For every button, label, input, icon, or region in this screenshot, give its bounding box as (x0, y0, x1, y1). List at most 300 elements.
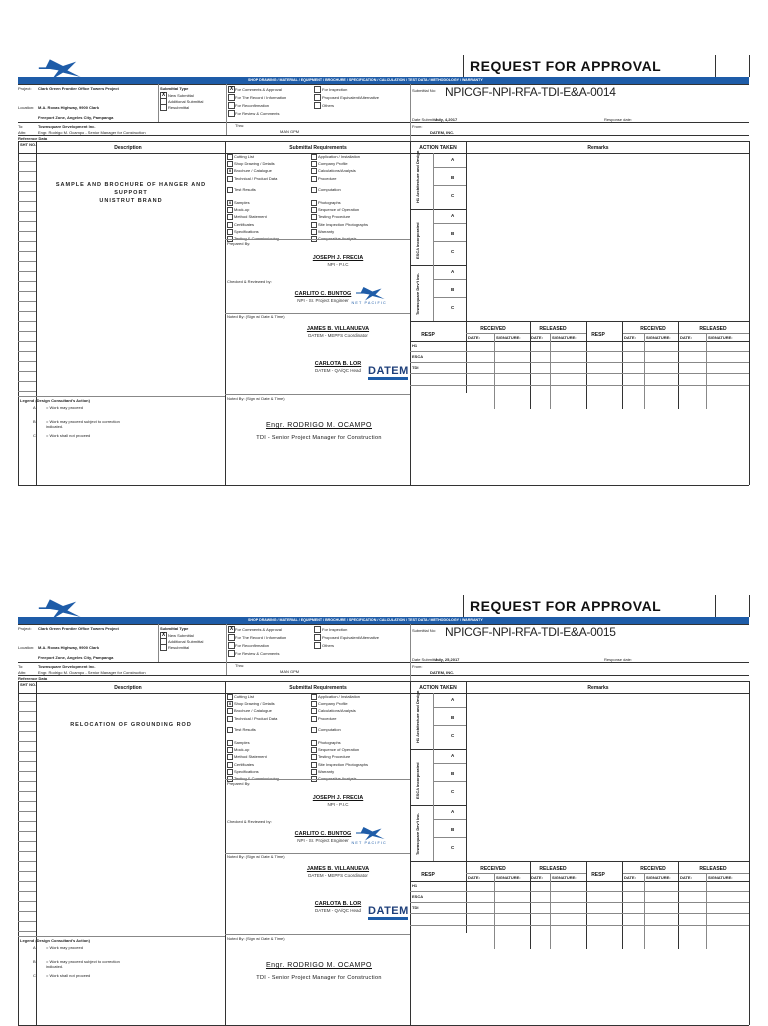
purpose-option: Proposed Equivalent/Alternative (322, 95, 379, 100)
rule-line (18, 891, 36, 892)
checked-name: CARLITO C. BUNTOG (294, 831, 352, 837)
rule-line (18, 811, 36, 812)
action-option[interactable]: A (451, 753, 455, 758)
submittal-type-option: New Submittal (168, 633, 194, 638)
purpose-option: For The Record / Information (235, 95, 287, 100)
rule-line (494, 333, 495, 409)
rule-line (433, 279, 466, 280)
action-option[interactable]: A (451, 157, 455, 162)
rule-line (410, 624, 411, 681)
category-bar-text: SHOP DRAWING / MATERIAL / EQUIPMENT / BROCHURE / SPECIFICATION / CALCULATION / TEST DATA / METHODOLOGY / WARRANTY (248, 618, 483, 622)
checkbox[interactable] (314, 86, 321, 93)
rule-line (18, 201, 36, 202)
checkbox[interactable] (227, 176, 233, 182)
rule-line (18, 271, 36, 272)
thru-label: Thru: (235, 663, 245, 668)
rule-line (715, 595, 716, 617)
resp-row-label: H1 (412, 343, 418, 348)
checkbox[interactable] (227, 740, 233, 746)
rule-line (18, 771, 36, 772)
to-label: To: (18, 664, 24, 669)
checkbox[interactable] (228, 642, 235, 649)
date-submitted-value: July, 4,2017 (435, 117, 458, 122)
checkbox[interactable] (311, 154, 317, 160)
action-group-label: ESCA Incorporated (415, 222, 420, 259)
checkbox[interactable] (228, 94, 235, 101)
thru-value: MAN GPM (280, 669, 300, 674)
to-label: To: (18, 124, 24, 129)
requirement-option: Photographs (318, 200, 341, 205)
rule-line (18, 361, 36, 362)
action-option[interactable]: C (451, 845, 455, 850)
to-value: Townsquare Development Inc. (38, 664, 96, 669)
checkbox[interactable] (314, 634, 321, 641)
legend-key: B (33, 419, 36, 424)
checkbox[interactable] (311, 762, 317, 768)
purpose-option: For The Record / Information (235, 635, 287, 640)
rule-line (18, 281, 36, 282)
rule-line (749, 55, 750, 77)
rule-line (18, 221, 36, 222)
rule-line (18, 861, 36, 862)
checkbox[interactable]: X (229, 626, 234, 632)
datem-logo (368, 905, 408, 921)
noted1-role: DATEM - MEPFS Coordinator (308, 333, 368, 338)
submittal-type-option: New Submittal (168, 93, 194, 98)
checkbox[interactable]: X (228, 701, 232, 707)
action-option[interactable]: B (451, 771, 455, 776)
location-label: Location: (18, 645, 35, 650)
remarks-header: Remarks (587, 685, 609, 691)
checkbox[interactable]: X (161, 92, 166, 98)
noted-by-label: Noted By: (Sign w/ Date & Time) (227, 854, 285, 859)
checkbox[interactable] (227, 727, 233, 733)
rule-line (225, 239, 410, 240)
requirement-option: Computation (318, 726, 341, 732)
response-date-label: Response date: (604, 117, 633, 122)
rule-line (18, 741, 36, 742)
requirement-option: Shop Drawing / Details (234, 161, 275, 167)
checkbox[interactable] (311, 214, 317, 220)
checkbox[interactable] (314, 626, 321, 633)
released-header-2: RELEASED (699, 326, 727, 332)
checkbox[interactable] (227, 762, 233, 768)
requirement-option: Application / Installation (318, 154, 361, 159)
checkbox[interactable] (227, 694, 233, 700)
checkbox[interactable] (227, 716, 233, 722)
rule-line (226, 624, 227, 675)
rule-line (433, 153, 434, 209)
requirement-option: Comparative Analysis (318, 776, 357, 781)
purpose-option: Others (322, 103, 335, 108)
noted2-role: DATEM - QA/QC Head (315, 908, 361, 913)
rule-line (36, 141, 37, 485)
action-option[interactable]: C (451, 733, 455, 738)
resp-subheader: DATE: (468, 875, 480, 880)
resp-subheader: SIGNATURE: (646, 335, 671, 340)
action-option[interactable]: B (451, 287, 455, 292)
checkbox[interactable] (227, 747, 233, 753)
thru-label: Thru: (235, 123, 245, 128)
checkbox[interactable] (227, 754, 233, 760)
checkbox[interactable] (311, 200, 317, 206)
rule-line (622, 861, 623, 949)
legend-key: A (33, 405, 36, 410)
response-date-label: Response date: (604, 657, 633, 662)
requirement-option: Photographs (318, 740, 341, 745)
rule-line (622, 333, 749, 334)
requirement-option: Computation (318, 186, 341, 192)
rule-line (18, 701, 36, 702)
from-value: DATEM, INC. (430, 670, 455, 675)
rule-line (18, 931, 36, 932)
submittal-no-label: Submittal No: (412, 88, 437, 93)
attn-label: Attn: (18, 130, 27, 135)
checkbox[interactable] (311, 769, 317, 775)
checkbox[interactable] (311, 161, 317, 167)
action-option[interactable]: A (451, 809, 455, 814)
requirement-option: Cutting List (234, 694, 255, 699)
rule-line (410, 861, 466, 862)
description-header: Description (114, 145, 142, 151)
checkbox[interactable] (311, 727, 317, 733)
rule-line (433, 763, 466, 764)
rule-line (18, 231, 36, 232)
rule-line (433, 185, 466, 186)
location-line-2: Freeport Zone, Angeles City, Pampanga (38, 655, 114, 660)
checkbox[interactable]: X (161, 632, 166, 638)
rule-line (18, 331, 36, 332)
rule-line (18, 731, 36, 732)
submittal-type-option: Resubmittal (168, 645, 190, 650)
rule-line (433, 749, 434, 805)
description-header: Description (114, 685, 142, 691)
rule-line (433, 265, 434, 321)
date-submitted-label: Date Submitted: (412, 657, 441, 662)
requirement-option: Company Profile (318, 701, 348, 707)
purpose-option: For Reconfirmation (235, 103, 270, 108)
date-submitted-label: Date Submitted: (412, 117, 441, 122)
rule-line (706, 333, 707, 409)
checkbox[interactable] (314, 94, 321, 101)
net-pacific-logo (350, 284, 395, 307)
action-option[interactable]: C (451, 249, 455, 254)
rule-line (18, 761, 36, 762)
action-option[interactable]: B (451, 175, 455, 180)
action-option[interactable]: C (451, 789, 455, 794)
submittal-type-option: Resubmittal (168, 105, 190, 110)
rule-line (706, 873, 707, 949)
submittal-type-label: Submittal Type (160, 626, 189, 631)
remarks-header: Remarks (587, 145, 609, 151)
action-option[interactable]: A (451, 697, 455, 702)
resp-subheader: SIGNATURE: (708, 875, 733, 880)
attn-value: Engr. Rodrigo M. Ocampo - Senior Manager for Construction (38, 670, 146, 675)
rule-line (550, 333, 551, 409)
rule-line (410, 913, 749, 914)
action-group-label: Townsquare Dev't Inc. (415, 273, 420, 315)
checkbox[interactable] (160, 104, 167, 111)
submittal-no-label: Submittal No: (412, 628, 437, 633)
prepared-by-label: Prepared By: (227, 241, 251, 246)
action-option[interactable]: B (451, 231, 455, 236)
checkbox[interactable] (311, 701, 317, 707)
checkbox[interactable] (314, 642, 321, 649)
engr-name: Engr. RODRIGO M. OCAMPO (265, 962, 372, 969)
purpose-option: For Inspection (322, 627, 348, 632)
checkbox[interactable] (227, 214, 233, 220)
requirement-option: Calculations/Analysis (318, 168, 356, 174)
legend-title: Legend (Design Consultant's Action) (20, 398, 90, 403)
noted-by-label: Noted By: (Sign w/ Date & Time) (227, 314, 285, 319)
form-title: REQUEST FOR APPROVAL (470, 598, 662, 614)
description-line-1: SAMPLE AND BROCHURE OF HANGER AND SUPPORT (55, 182, 207, 196)
checkbox[interactable] (227, 708, 233, 714)
checkbox[interactable] (311, 207, 317, 213)
submittal-type-option: Additional Submittal (168, 99, 204, 104)
requirement-option: Procedure (318, 715, 337, 721)
checkbox[interactable] (314, 102, 321, 109)
rule-line (622, 321, 623, 409)
checkbox[interactable] (311, 754, 317, 760)
location-line-2: Freeport Zone, Angeles City, Pampanga (38, 115, 114, 120)
requirement-option: Technical / Product Data (234, 175, 278, 181)
rule-line (18, 351, 36, 352)
checked-by-label: Checked & Reviewed by: (227, 819, 272, 824)
rule-line (18, 141, 749, 142)
action-option[interactable]: C (451, 305, 455, 310)
action-option[interactable]: B (451, 827, 455, 832)
rule-line (18, 936, 225, 937)
checkbox[interactable] (311, 747, 317, 753)
resp-subheader: DATE: (680, 335, 692, 340)
checkbox[interactable] (228, 102, 235, 109)
requirement-option: Sequence of Operation (318, 207, 360, 213)
rule-line (749, 681, 750, 1025)
rule-line (226, 84, 227, 135)
checkbox[interactable] (311, 740, 317, 746)
rule-line (225, 934, 410, 935)
noted2-name: CARLOTA B. LOR (314, 361, 362, 367)
project-label: Project: (18, 86, 32, 91)
resp-subheader: SIGNATURE: (708, 335, 733, 340)
rule-line (622, 873, 749, 874)
requirement-option: Sequence of Operation (318, 747, 360, 753)
requirement-option: Samples (234, 740, 250, 745)
rule-line (18, 141, 19, 485)
rule-line (18, 122, 749, 123)
checkbox[interactable] (311, 168, 317, 174)
checkbox[interactable] (227, 154, 233, 160)
rule-line (18, 371, 36, 372)
action-option[interactable]: B (451, 715, 455, 720)
rule-line (18, 171, 36, 172)
rule-line (225, 779, 410, 780)
checkbox[interactable] (311, 229, 317, 235)
rule-line (749, 141, 750, 485)
requirement-option: Site Inspection Photographs (318, 221, 369, 227)
checked-name: CARLITO C. BUNTOG (294, 291, 352, 297)
requirement-option: Company Profile (318, 161, 348, 167)
action-group-label: H1 Architecture and Design (415, 150, 420, 203)
date-submitted-value: July, 25,2017 (435, 657, 460, 662)
purpose-option: Proposed Equivalent/Alternative (322, 635, 379, 640)
requirement-option: Testing Procedure (318, 214, 351, 220)
reference-data-label: Reference Data (18, 136, 48, 141)
received-header-2: RECEIVED (640, 866, 666, 872)
rfa-form (18, 595, 749, 1025)
rule-line (678, 321, 679, 409)
to-value: Townsquare Development Inc. (38, 124, 96, 129)
rule-line (18, 321, 36, 322)
rule-line (410, 265, 466, 266)
released-header: RELEASED (539, 866, 567, 872)
resp-header-2: RESP (591, 872, 605, 878)
checkbox[interactable] (311, 708, 317, 714)
rule-line (494, 873, 495, 949)
from-label: From: (412, 124, 423, 129)
rule-line (410, 385, 749, 386)
requirement-option: Mock-up (234, 207, 250, 213)
rule-line (586, 861, 587, 949)
requirement-option: Warranty (318, 228, 335, 234)
rfa-form (18, 55, 749, 485)
checked-role: NPI - Sr. Project Engineer (297, 298, 349, 303)
noted-by-label-2: Noted By: (Sign w/ Date & Time) (227, 396, 285, 401)
requirement-option: Cutting List (234, 154, 255, 159)
checkbox[interactable] (228, 634, 235, 641)
purpose-option: For Review & Comments (235, 111, 280, 116)
checkbox[interactable] (227, 769, 233, 775)
submittal-type-option: Additional Submittal (168, 639, 204, 644)
purpose-option: For Inspection (322, 87, 348, 92)
noted2-role: DATEM - QA/QC Head (315, 368, 361, 373)
resp-subheader: DATE: (624, 875, 636, 880)
rule-line (158, 624, 159, 662)
rule-line (410, 805, 466, 806)
resp-row-label: TDI (412, 365, 419, 370)
checkbox[interactable] (227, 229, 233, 235)
rule-line (18, 181, 36, 182)
rule-line (466, 873, 586, 874)
legend-text: = Work shall not proceed (46, 973, 91, 978)
from-value: DATEM, INC. (430, 130, 455, 135)
checkbox[interactable] (228, 650, 235, 657)
checkbox[interactable] (311, 187, 317, 193)
checkbox[interactable] (311, 694, 317, 700)
description-text (40, 181, 222, 205)
rule-line (433, 837, 466, 838)
rule-line (18, 921, 36, 922)
requirement-option: Brochure / Catalogue (234, 708, 272, 714)
legend-title: Legend (Design Consultant's Action) (20, 938, 90, 943)
requirement-option: Testing & Commissioning (234, 776, 279, 781)
rule-line (410, 341, 749, 342)
action-option[interactable]: A (451, 269, 455, 274)
from-label: From: (412, 664, 423, 669)
rule-line (463, 595, 464, 617)
rule-line (410, 373, 749, 374)
resp-subheader: DATE: (531, 335, 543, 340)
rule-line (410, 141, 411, 485)
submittal-number: NPICGF-NPI-RFA-TDI-E&A-0014 (445, 85, 616, 99)
received-header: RECEIVED (480, 326, 506, 332)
checkbox[interactable] (227, 161, 233, 167)
checkbox[interactable] (311, 716, 317, 722)
rule-line (433, 209, 434, 265)
checkbox[interactable] (227, 187, 233, 193)
resp-subheader: DATE: (531, 875, 543, 880)
checkbox[interactable] (228, 110, 235, 117)
datem-logo-text: DATEM (368, 905, 409, 917)
resp-row-label: TDI (412, 905, 419, 910)
action-option[interactable]: C (451, 193, 455, 198)
rule-line (530, 861, 531, 949)
checkbox[interactable] (160, 644, 167, 651)
checkbox[interactable] (311, 222, 317, 228)
noted2-name: CARLOTA B. LOR (314, 901, 362, 907)
submittal-requirements-header: Submittal Requirements (289, 685, 347, 691)
checkbox[interactable] (311, 176, 317, 182)
requirement-option: Method Statement (234, 754, 267, 760)
requirement-option: Test Results (234, 186, 256, 192)
rule-line (644, 873, 645, 949)
rule-line (18, 662, 749, 663)
requirement-option: Warranty (318, 768, 335, 774)
purpose-option: Others (322, 643, 335, 648)
checkbox[interactable]: X (228, 200, 232, 205)
rule-line (18, 681, 749, 682)
action-option[interactable]: A (451, 213, 455, 218)
legend-text: = Work shall not proceed (46, 433, 91, 438)
rule-line (410, 351, 749, 352)
checkbox[interactable]: X (228, 168, 232, 174)
resp-subheader: SIGNATURE: (496, 875, 521, 880)
prepared-name: JOSEPH J. FRECIA (312, 255, 364, 261)
received-header-2: RECEIVED (640, 326, 666, 332)
datem-logo-bar (368, 377, 408, 380)
rule-line (18, 781, 36, 782)
rule-line (18, 84, 749, 85)
rule-line (410, 749, 466, 750)
requirement-option: Testing Procedure (318, 754, 351, 760)
checkbox[interactable]: X (229, 86, 234, 92)
resp-row-label: ESCA (412, 354, 424, 359)
resp-subheader: DATE: (468, 335, 480, 340)
rule-line (18, 721, 36, 722)
project-label: Project: (18, 626, 32, 631)
resp-subheader: SIGNATURE: (552, 335, 577, 340)
rule-line (18, 881, 36, 882)
project-value: Clark Green Frontier Office Towers Project (38, 626, 119, 631)
rule-line (410, 925, 749, 926)
rule-line (433, 805, 434, 861)
resp-header: RESP (421, 332, 435, 338)
released-header: RELEASED (539, 326, 567, 332)
rule-line (18, 211, 36, 212)
checkbox[interactable] (227, 222, 233, 228)
description-line-1: RELOCATION OF GROUNDING ROD (70, 722, 192, 728)
rule-line (410, 881, 749, 882)
engr-role: TDI - Senior Project Manager for Construction (256, 435, 382, 441)
checkbox[interactable] (227, 207, 233, 213)
resp-header: RESP (421, 872, 435, 878)
location-line-1: M.A. Roxas Highway, 9900 Clark (38, 105, 100, 110)
description-text (40, 721, 222, 729)
rule-line (18, 301, 36, 302)
noted1-name: JAMES B. VILLANUEVA (306, 326, 370, 332)
requirement-option: Shop Drawing / Details (234, 701, 275, 707)
